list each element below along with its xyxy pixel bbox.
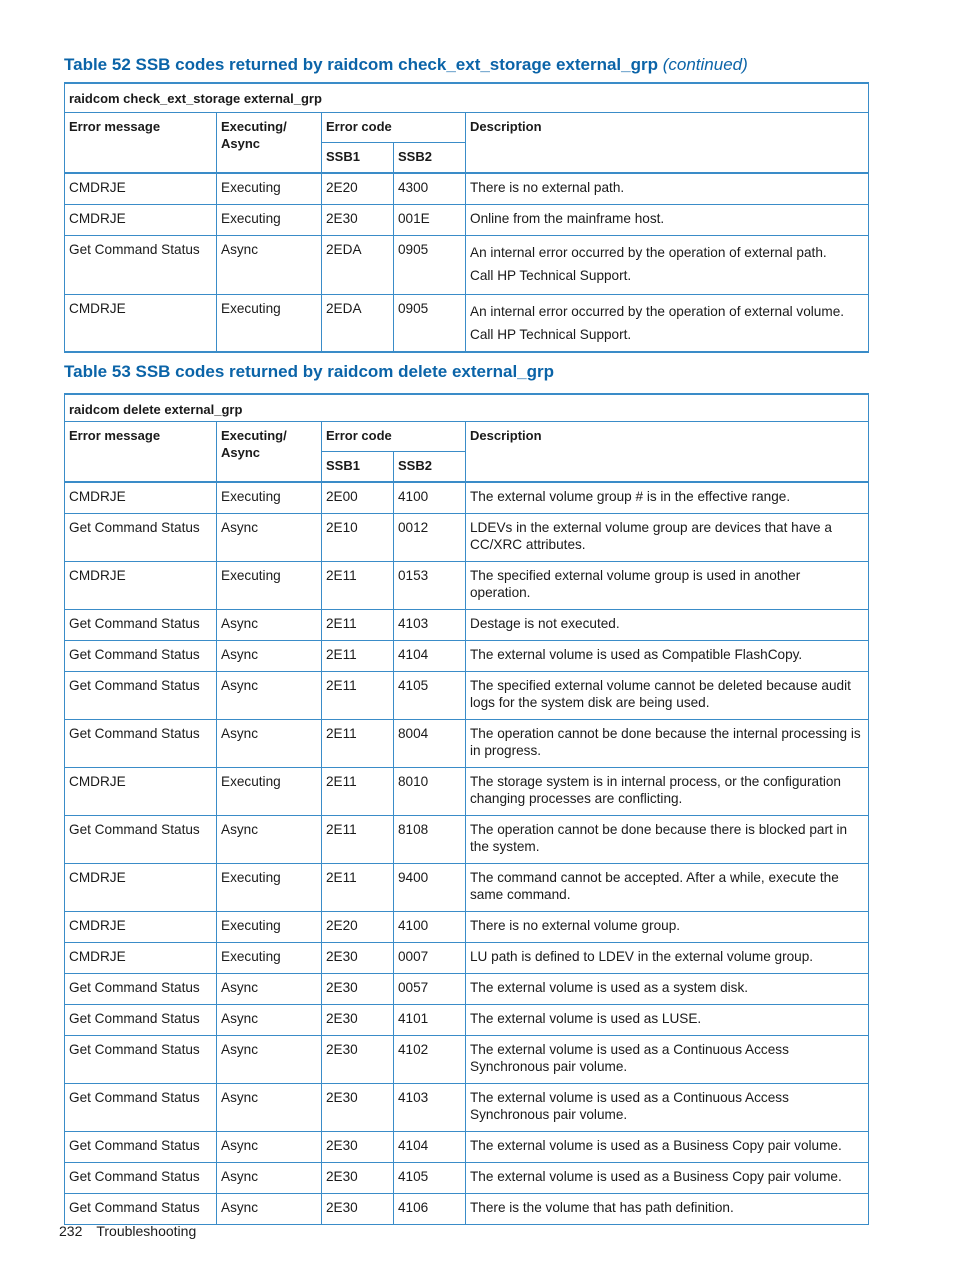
cell-description: The external volume is used as Compatible FlashCopy.: [466, 641, 869, 672]
cell-ssb2: 4103: [394, 1084, 466, 1132]
description-line: An internal error occurred by the operation of external volume.: [470, 304, 845, 319]
cell-ssb2: 4100: [394, 912, 466, 943]
table-row: [65, 1163, 869, 1194]
cell-ssb2: 4300: [394, 173, 466, 205]
cell-ssb2: 0905: [394, 236, 466, 295]
table-row: [65, 1084, 869, 1132]
table-row: [65, 641, 869, 672]
cell-executing: Async: [217, 1005, 322, 1036]
table-row: [65, 173, 869, 205]
cell-ssb2: 0905: [394, 295, 466, 353]
cell-ssb1: 2E11: [322, 720, 394, 768]
table-row: [65, 768, 869, 816]
cell-error-message: CMDRJE: [65, 864, 217, 912]
table-row: [65, 974, 869, 1005]
cell-executing: Async: [217, 1084, 322, 1132]
cell-ssb1: 2E30: [322, 1132, 394, 1163]
cell-ssb1: 2E11: [322, 641, 394, 672]
cell-ssb1: 2E20: [322, 173, 394, 205]
cell-ssb2: 4100: [394, 482, 466, 514]
cell-executing: Async: [217, 672, 322, 720]
cell-ssb2: 8108: [394, 816, 466, 864]
header-executing: Executing/ Async: [217, 113, 322, 174]
cell-ssb2: 4105: [394, 672, 466, 720]
cell-description: LDEVs in the external volume group are devices that have a CC/XRC attributes.: [466, 514, 869, 562]
table-row: [65, 943, 869, 974]
cell-ssb1: 2E30: [322, 1005, 394, 1036]
cell-description: The external volume is used as a Continuous Access Synchronous pair volume.: [466, 1084, 869, 1132]
cell-ssb2: 8010: [394, 768, 466, 816]
cell-ssb2: 4103: [394, 610, 466, 641]
cell-executing: Executing: [217, 864, 322, 912]
cell-description: [466, 236, 869, 295]
table-52-caption: [64, 55, 748, 75]
cell-description: Online from the mainframe host.: [466, 205, 869, 236]
header-ssb2: SSB2: [394, 452, 466, 483]
cell-ssb1: 2EDA: [322, 295, 394, 353]
cell-description: LU path is defined to LDEV in the external volume group.: [466, 943, 869, 974]
header-ssb1: SSB1: [322, 143, 394, 174]
header-description: Description: [466, 113, 869, 174]
table-53: [64, 393, 869, 1225]
cell-ssb1: 2E30: [322, 1084, 394, 1132]
cell-error-message: CMDRJE: [65, 943, 217, 974]
cell-description: The operation cannot be done because the internal processing is in progress.: [466, 720, 869, 768]
table-row: [65, 236, 869, 295]
cell-ssb1: 2E11: [322, 610, 394, 641]
description-line: An internal error occurred by the operation of external path.: [470, 245, 827, 260]
cell-executing: Async: [217, 974, 322, 1005]
cell-ssb1: 2E11: [322, 672, 394, 720]
cell-executing: Executing: [217, 943, 322, 974]
cell-ssb1: 2EDA: [322, 236, 394, 295]
cell-ssb2: 0007: [394, 943, 466, 974]
cell-ssb2: 4105: [394, 1163, 466, 1194]
cell-ssb2: 001E: [394, 205, 466, 236]
cell-error-message: CMDRJE: [65, 295, 217, 353]
table-52: [64, 82, 869, 353]
table-53-body: [65, 482, 869, 1225]
cell-description: The external volume is used as a Business Copy pair volume.: [466, 1163, 869, 1194]
cell-executing: Async: [217, 610, 322, 641]
cell-ssb1: 2E11: [322, 864, 394, 912]
table-row: [65, 672, 869, 720]
table-row: [65, 1194, 869, 1225]
table-row: [65, 562, 869, 610]
description-line: Call HP Technical Support.: [470, 327, 632, 342]
table-row: [65, 816, 869, 864]
cell-executing: Executing: [217, 912, 322, 943]
page-number: 232: [59, 1223, 83, 1239]
cell-ssb2: 4104: [394, 641, 466, 672]
cell-executing: Executing: [217, 205, 322, 236]
cell-executing: Async: [217, 720, 322, 768]
cell-executing: Executing: [217, 173, 322, 205]
header-ssb1: SSB1: [322, 452, 394, 483]
cell-executing: Executing: [217, 482, 322, 514]
table-53-caption: [64, 362, 554, 382]
cell-description: The command cannot be accepted. After a while, execute the same command.: [466, 864, 869, 912]
table-53-title: raidcom delete external_grp: [65, 394, 869, 422]
cell-ssb1: 2E11: [322, 768, 394, 816]
cell-error-message: CMDRJE: [65, 173, 217, 205]
cell-error-message: Get Command Status: [65, 1036, 217, 1084]
cell-description: There is the volume that has path definition.: [466, 1194, 869, 1225]
cell-executing: Async: [217, 1036, 322, 1084]
cell-ssb1: 2E11: [322, 562, 394, 610]
header-executing: Executing/ Async: [217, 422, 322, 483]
table-row: [65, 610, 869, 641]
cell-error-message: Get Command Status: [65, 236, 217, 295]
table-row: [65, 912, 869, 943]
cell-ssb2: 4101: [394, 1005, 466, 1036]
cell-executing: Async: [217, 1132, 322, 1163]
table-52-caption-text: Table 52 SSB codes returned by raidcom check_ext_storage external_grp: [64, 55, 658, 74]
cell-error-message: Get Command Status: [65, 1194, 217, 1225]
table-52-header-row: [65, 113, 869, 143]
cell-ssb1: 2E00: [322, 482, 394, 514]
cell-description: The specified external volume cannot be deleted because audit logs for the system disk are being used.: [466, 672, 869, 720]
table-row: [65, 1036, 869, 1084]
cell-error-message: Get Command Status: [65, 974, 217, 1005]
cell-description: [466, 295, 869, 353]
cell-ssb1: 2E30: [322, 1163, 394, 1194]
table-row: [65, 482, 869, 514]
cell-error-message: CMDRJE: [65, 912, 217, 943]
table-row: [65, 1005, 869, 1036]
cell-executing: Executing: [217, 562, 322, 610]
cell-executing: Async: [217, 236, 322, 295]
cell-ssb2: 8004: [394, 720, 466, 768]
cell-description: The external volume is used as a Continuous Access Synchronous pair volume.: [466, 1036, 869, 1084]
cell-error-message: Get Command Status: [65, 672, 217, 720]
cell-error-message: Get Command Status: [65, 1084, 217, 1132]
header-error-code: Error code: [322, 422, 466, 452]
table-row: [65, 1132, 869, 1163]
cell-description: The operation cannot be done because there is blocked part in the system.: [466, 816, 869, 864]
header-error-code: Error code: [322, 113, 466, 143]
table-row: [65, 720, 869, 768]
cell-executing: Async: [217, 641, 322, 672]
description-line: Call HP Technical Support.: [470, 268, 632, 283]
cell-ssb1: 2E30: [322, 974, 394, 1005]
cell-executing: Async: [217, 514, 322, 562]
table-53-header-row: [65, 422, 869, 452]
cell-error-message: Get Command Status: [65, 514, 217, 562]
table-52-title: raidcom check_ext_storage external_grp: [65, 83, 869, 113]
cell-error-message: Get Command Status: [65, 641, 217, 672]
cell-error-message: CMDRJE: [65, 205, 217, 236]
table-row: [65, 205, 869, 236]
cell-ssb1: 2E30: [322, 205, 394, 236]
cell-ssb1: 2E30: [322, 1194, 394, 1225]
table-row: [65, 864, 869, 912]
cell-ssb2: 4104: [394, 1132, 466, 1163]
cell-error-message: Get Command Status: [65, 1132, 217, 1163]
header-error-message: Error message: [65, 113, 217, 174]
header-description: Description: [466, 422, 869, 483]
table-53-title-row: [65, 394, 869, 422]
table-row: [65, 295, 869, 353]
cell-ssb2: 0057: [394, 974, 466, 1005]
cell-error-message: Get Command Status: [65, 816, 217, 864]
cell-ssb1: 2E30: [322, 943, 394, 974]
cell-ssb1: 2E10: [322, 514, 394, 562]
cell-executing: Async: [217, 1163, 322, 1194]
cell-description: The specified external volume group is used in another operation.: [466, 562, 869, 610]
table-52-title-row: [65, 83, 869, 113]
cell-executing: Executing: [217, 295, 322, 353]
cell-ssb1: 2E20: [322, 912, 394, 943]
cell-error-message: CMDRJE: [65, 482, 217, 514]
cell-executing: Async: [217, 1194, 322, 1225]
cell-ssb2: 4102: [394, 1036, 466, 1084]
cell-description: Destage is not executed.: [466, 610, 869, 641]
cell-description: There is no external volume group.: [466, 912, 869, 943]
cell-error-message: Get Command Status: [65, 1163, 217, 1194]
cell-description: The external volume group # is in the effective range.: [466, 482, 869, 514]
cell-ssb1: 2E11: [322, 816, 394, 864]
cell-error-message: Get Command Status: [65, 720, 217, 768]
cell-ssb2: 9400: [394, 864, 466, 912]
cell-executing: Executing: [217, 768, 322, 816]
footer-section: Troubleshooting: [96, 1223, 197, 1239]
cell-executing: Async: [217, 816, 322, 864]
cell-description: The external volume is used as a Business Copy pair volume.: [466, 1132, 869, 1163]
cell-ssb1: 2E30: [322, 1036, 394, 1084]
cell-error-message: Get Command Status: [65, 610, 217, 641]
cell-description: The external volume is used as a system disk.: [466, 974, 869, 1005]
cell-error-message: CMDRJE: [65, 562, 217, 610]
cell-description: There is no external path.: [466, 173, 869, 205]
cell-error-message: Get Command Status: [65, 1005, 217, 1036]
header-error-message: Error message: [65, 422, 217, 483]
cell-error-message: CMDRJE: [65, 768, 217, 816]
cell-ssb2: 0153: [394, 562, 466, 610]
cell-ssb2: 4106: [394, 1194, 466, 1225]
cell-description: The storage system is in internal process, or the configuration changing processes are conflicting.: [466, 768, 869, 816]
continued-label: (continued): [662, 55, 748, 74]
page-footer: [59, 1223, 196, 1239]
cell-description: The external volume is used as LUSE.: [466, 1005, 869, 1036]
header-ssb2: SSB2: [394, 143, 466, 174]
table-53-caption-text: Table 53 SSB codes returned by raidcom delete external_grp: [64, 362, 555, 381]
cell-ssb2: 0012: [394, 514, 466, 562]
table-row: [65, 514, 869, 562]
